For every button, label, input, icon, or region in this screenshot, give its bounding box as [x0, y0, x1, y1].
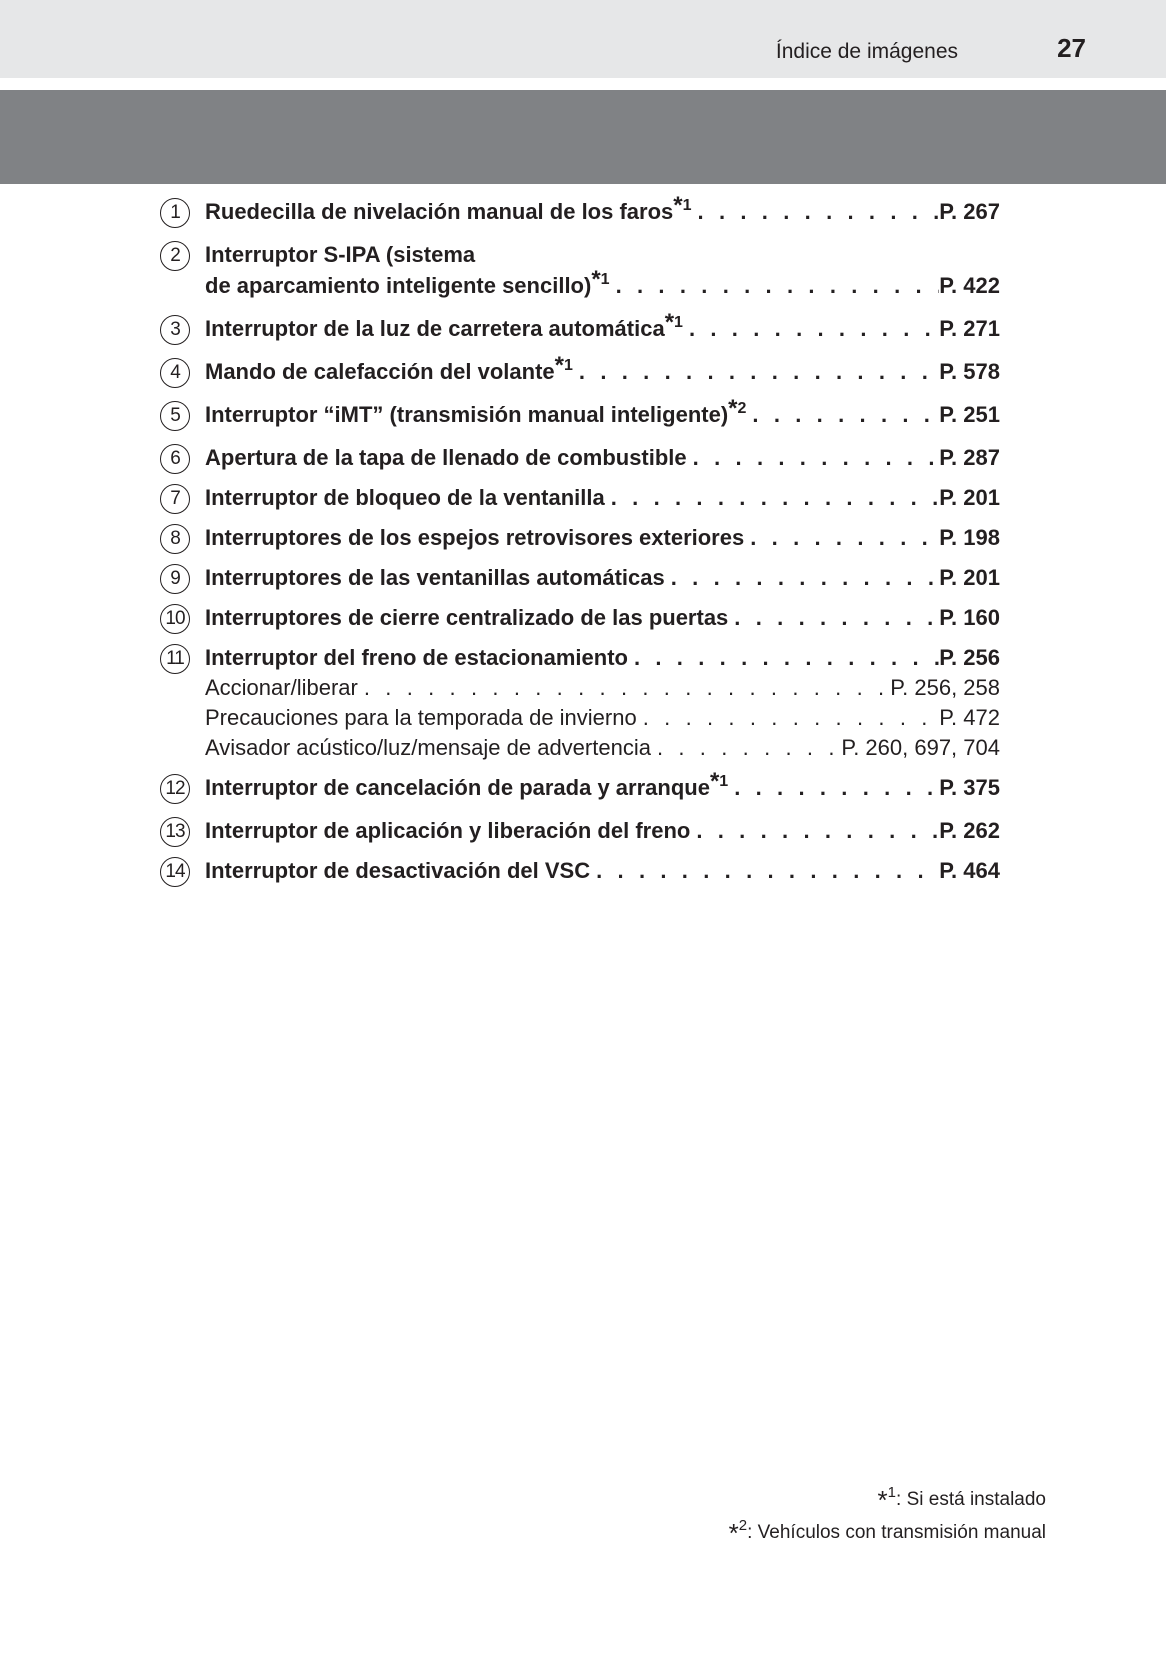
entry-line[interactable] — [205, 192, 1000, 230]
entry-text — [205, 642, 628, 673]
item-number-circle: 5 — [160, 401, 190, 431]
entry-label: Interruptor S-IPA (sistema — [205, 242, 476, 267]
page-reference[interactable]: P. 267 — [939, 199, 1000, 224]
page-reference[interactable]: P. 422 — [939, 273, 1000, 298]
page-reference[interactable]: P. 198 — [939, 525, 1000, 550]
entry-line[interactable] — [205, 482, 1000, 513]
entry-label: Interruptor de bloqueo de la ventanilla — [205, 485, 605, 510]
entry-label: Interruptores de los espejos retrovisores exteriores — [205, 525, 745, 550]
asterisk-icon: * — [554, 352, 564, 379]
entry-line[interactable] — [205, 395, 1000, 433]
entry-line[interactable] — [205, 768, 1000, 806]
footnote-ref — [664, 309, 683, 336]
dot-leader — [690, 815, 939, 846]
entry-text — [205, 352, 573, 390]
dot-leader — [651, 733, 841, 763]
entry-line[interactable] — [205, 815, 1000, 846]
index-entry[interactable] — [160, 855, 1000, 886]
entry-label: Interruptor de la luz de carretera automática — [205, 316, 665, 341]
entry-label: Apertura de la tapa de llenado de combustible — [205, 445, 687, 470]
item-number-circle: 7 — [160, 484, 190, 514]
page-reference[interactable]: P. 578 — [939, 359, 1000, 384]
entry-label: Avisador acústico/luz/mensaje de advertencia — [205, 735, 651, 760]
entry-label: de aparcamiento inteligente sencillo) — [205, 273, 592, 298]
footnote-ref-number: 1 — [564, 357, 573, 374]
entry-text — [205, 855, 590, 886]
index-entry[interactable] — [160, 562, 1000, 593]
index-entry[interactable] — [160, 482, 1000, 513]
item-number-circle: 12 — [160, 774, 190, 804]
footnote-text: : Vehículos con transmisión manual — [747, 1522, 1046, 1543]
entry-label: Ruedecilla de nivelación manual de los faros — [205, 199, 674, 224]
index-entry[interactable] — [160, 192, 1000, 230]
dot-leader — [728, 772, 939, 803]
entry-label: Accionar/liberar — [205, 675, 358, 700]
asterisk-icon: * — [709, 768, 720, 795]
entry-line[interactable] — [205, 309, 1000, 347]
dot-leader — [628, 642, 939, 673]
footnotes — [729, 1482, 1046, 1548]
page-reference[interactable]: P. 260, 697, 704 — [841, 735, 1000, 760]
page-reference[interactable]: P. 464 — [939, 858, 1000, 883]
item-number-circle: 14 — [160, 857, 190, 887]
page-number: 27 — [1057, 33, 1086, 63]
page-reference[interactable]: P. 271 — [939, 316, 1000, 341]
entry-line[interactable] — [205, 522, 1000, 553]
footnote-mark: 1 — [887, 1484, 897, 1501]
asterisk-icon: * — [728, 1518, 739, 1548]
entry-line[interactable] — [205, 855, 1000, 886]
entry-text — [205, 562, 665, 593]
asterisk-icon: * — [673, 192, 683, 219]
item-number-circle: 13 — [160, 817, 190, 847]
index-entry[interactable] — [160, 815, 1000, 846]
index-entry[interactable] — [160, 395, 1000, 433]
entry-label: Interruptor “iMT” (transmisión manual inteligente) — [205, 402, 729, 427]
dot-leader — [605, 482, 940, 513]
index-entry[interactable] — [160, 352, 1000, 390]
page-reference[interactable]: P. 262 — [939, 818, 1000, 843]
footnote-ref — [728, 395, 747, 422]
index-entry[interactable] — [160, 602, 1000, 633]
entry-line[interactable] — [205, 266, 1000, 304]
entry-text — [205, 442, 687, 473]
entry-label: Interruptor del freno de estacionamiento — [205, 645, 628, 670]
item-number-circle: 3 — [160, 315, 190, 345]
page-reference[interactable]: P. 375 — [939, 775, 1000, 800]
index-entry[interactable] — [160, 239, 1000, 304]
image-index-list — [160, 192, 1000, 895]
asterisk-icon: * — [728, 395, 738, 422]
sub-entry[interactable] — [205, 733, 1000, 763]
index-entry[interactable] — [160, 442, 1000, 473]
item-number-circle: 8 — [160, 524, 190, 554]
entry-label: Interruptores de cierre centralizado de las puertas — [205, 605, 729, 630]
entry-text — [205, 239, 475, 270]
entry-text — [205, 395, 747, 433]
page-reference[interactable]: P. 472 — [939, 705, 1000, 730]
entry-line[interactable] — [205, 352, 1000, 390]
entry-line[interactable] — [205, 442, 1000, 473]
dot-leader — [687, 442, 940, 473]
footnote-ref-number: 1 — [719, 773, 729, 790]
dot-leader — [573, 356, 939, 387]
index-entry[interactable] — [160, 309, 1000, 347]
dot-leader — [744, 522, 939, 553]
entry-line — [205, 239, 1000, 270]
footnote-ref-number: 1 — [682, 197, 692, 214]
asterisk-icon: * — [877, 1485, 888, 1515]
index-entry[interactable] — [160, 522, 1000, 553]
item-number-circle: 11 — [160, 644, 190, 674]
page-reference[interactable]: P. 160 — [939, 605, 1000, 630]
footnote-ref — [709, 768, 729, 795]
dot-leader — [665, 562, 940, 593]
item-number-circle: 4 — [160, 358, 190, 388]
asterisk-icon: * — [664, 309, 675, 336]
item-number-circle: 6 — [160, 444, 190, 474]
dot-leader — [610, 270, 940, 301]
item-number-circle: 10 — [160, 604, 190, 634]
page-reference[interactable]: P. 256, 258 — [890, 675, 1000, 700]
footnote-mark: 2 — [738, 1517, 748, 1534]
footnote — [729, 1515, 1046, 1548]
entry-label: Interruptor de desactivación del VSC — [205, 858, 591, 883]
footnote-ref — [554, 352, 573, 379]
page-reference[interactable]: P. 251 — [939, 402, 1000, 427]
entry-label: Interruptor de cancelación de parada y arranque — [205, 775, 710, 800]
entry-text — [205, 815, 690, 846]
entry-line[interactable] — [205, 562, 1000, 593]
page-reference[interactable]: P. 256 — [939, 645, 1000, 670]
entry-text — [205, 733, 651, 763]
page-reference[interactable]: P. 201 — [939, 485, 1000, 510]
index-entry[interactable] — [160, 768, 1000, 806]
section-title: Índice de imágenes — [775, 40, 958, 63]
footnote-text: : Si está instalado — [896, 1489, 1046, 1510]
dot-leader — [692, 196, 940, 227]
item-number-circle: 9 — [160, 564, 190, 594]
dot-leader — [358, 673, 890, 703]
entry-text — [205, 768, 729, 806]
footnote-ref-number: 2 — [737, 400, 747, 417]
footnote-ref — [673, 192, 692, 219]
dot-leader — [728, 602, 939, 633]
index-entry[interactable] — [160, 642, 1000, 763]
entry-text — [205, 192, 692, 230]
item-number-circle: 2 — [160, 241, 190, 271]
entry-text — [205, 309, 683, 347]
footnote-ref — [591, 266, 610, 293]
asterisk-icon: * — [591, 266, 601, 293]
section-banner — [0, 90, 1166, 184]
entry-text — [205, 266, 610, 304]
footnote-ref-number: 1 — [600, 271, 610, 288]
footnote-ref-number: 1 — [674, 314, 683, 331]
dot-leader — [683, 313, 939, 344]
entry-line[interactable] — [205, 642, 1000, 673]
item-number-circle: 1 — [160, 198, 190, 228]
page-reference[interactable]: P. 201 — [939, 565, 1000, 590]
footnote — [729, 1482, 1046, 1515]
entry-label: Mando de calefacción del volante — [205, 359, 555, 384]
entry-text — [205, 522, 744, 553]
entry-label: Precauciones para la temporada de invierno — [205, 705, 637, 730]
header-band — [0, 0, 1166, 78]
entry-label: Interruptores de las ventanillas automáticas — [205, 565, 665, 590]
entry-text — [205, 703, 637, 733]
entry-text — [205, 482, 605, 513]
entry-text — [205, 602, 728, 633]
dot-leader — [746, 399, 939, 430]
entry-line[interactable] — [205, 602, 1000, 633]
sub-entry[interactable] — [205, 673, 1000, 703]
entry-label: Interruptor de aplicación y liberación del freno — [205, 818, 691, 843]
sub-entry[interactable] — [205, 703, 1000, 733]
page-reference[interactable]: P. 287 — [939, 445, 1000, 470]
dot-leader — [637, 703, 940, 733]
dot-leader — [590, 855, 939, 886]
entry-text — [205, 673, 358, 703]
